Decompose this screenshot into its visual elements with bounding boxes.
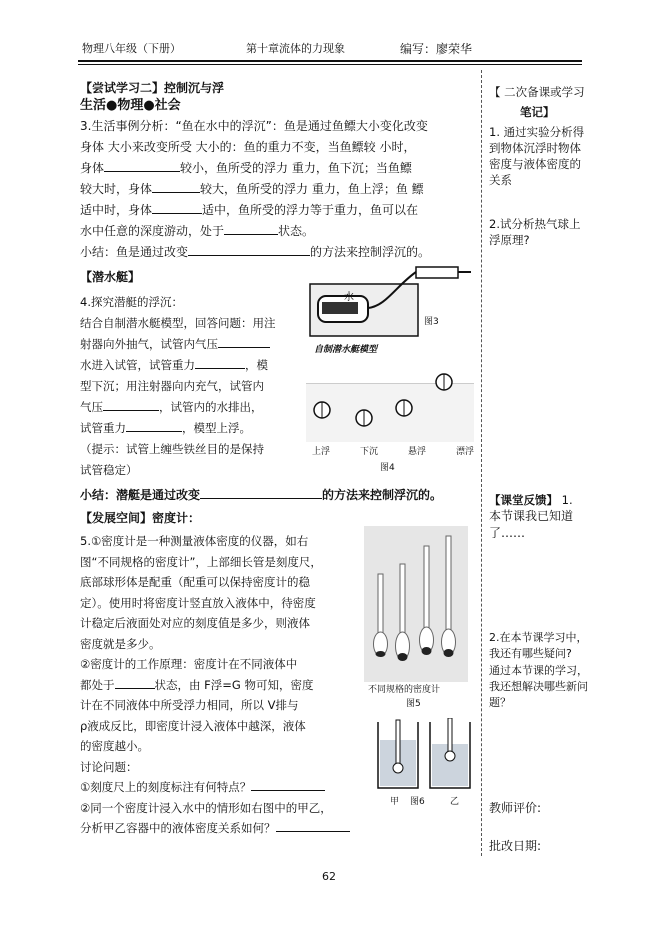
sidebar-date: 批改日期: [489, 839, 542, 853]
fig5-photo [364, 526, 468, 682]
sidebar-feedback-num: 1. [561, 493, 573, 507]
figure-3 [306, 266, 474, 358]
page-number: 62 [322, 870, 336, 883]
submarine-title: 【潜水艇】 [80, 270, 141, 284]
fig5-label: 图5 [406, 699, 421, 709]
header-grade: 物理八年级（下册） [82, 42, 181, 55]
sidebar-feedback-1: 本节课我已知道了…… [489, 509, 574, 540]
discuss-2b: 分析甲乙容器中的液体密度关系如何？ [80, 818, 475, 839]
column-divider [481, 70, 482, 856]
fig6-a: 甲 [390, 797, 400, 807]
q3-line6: 水中任意的深度游动，处于 状态。 [80, 221, 475, 242]
fig5-caption: 不同规格的密度计 [368, 685, 441, 695]
q3-line3: 身体 较小，鱼所受的浮力 重力，鱼下沉；当鱼鳔 [80, 158, 475, 179]
header-rule [78, 60, 582, 62]
sidebar-notes-title2: 笔记】 [520, 105, 555, 119]
q4-block: 4.探究潜艇的浮沉： 结合自制潜水艇模型，回答问题：用注 射器向外抽气，试管内气压 水进入试管，试管重力 ，模 型下沉；用注射器向内充气，试管内 气压 ，试管内的水排出， 试管重力 ，模型上浮。 （提示：试管上缠些铁丝目的是保持 试管稳定） [80, 295, 276, 477]
fig3-caption: 自制潜水艇模型 [314, 345, 378, 355]
sidebar-teacher-eval: 教师评价: [489, 801, 542, 815]
q4-summary: 小结：潜艇是通过改变 的方法来控制浮沉的。 [80, 485, 475, 506]
q3-line4: 较大时，身体 较大，鱼所受的浮力 重力，鱼上浮；鱼 鳔 [80, 179, 475, 200]
figure-4 [306, 362, 474, 472]
development-title: 【发展空间】密度计： [80, 511, 201, 525]
q5-block: 5.①密度计是一种测量液体密度的仪器，如右 图“不同规格的密度计”，上部细长管是刻度尺， 底部球形体是配重（配重可以保持密度计的稳 定）。使用时将密度计竖直放入液体中，待密度 计稳定后液面处对应的刻度值是多少，则液体 密度就是多少。 ②密度计的工作原理：密度计在不同液体中 都处于 状态，由 F浮=G 物可知，密度 计在不同液体中所受浮力相同，所以 V排与 ρ液成反比，即密度计浸入液体中越深，液体 的密度越小。 讨论问题： ①刻度尺上的刻度标注有何特点？ [80, 531, 356, 798]
header-rule-thin [78, 64, 582, 65]
q3-line5: 适中时，身体 适中，鱼所受的浮力等于重力，鱼可以在 [80, 200, 475, 221]
fig6-label: 图6 [410, 797, 425, 807]
fig6-b: 乙 [450, 797, 460, 807]
q3-summary: 小结：鱼是通过改变 的方法来控制浮沉的。 [80, 242, 475, 263]
q3-line1: 3.生活事例分析：“鱼在水中的浮沉”：鱼是通过鱼鳔大小变化改变 [80, 119, 428, 133]
fig3-label: 图3 [424, 317, 439, 327]
sidebar-note1: 1. 通过实验分析得到物体沉浮时物体密度与液体密度的关系 [489, 125, 585, 187]
q3-line2: 身体 大小来改变所受 大小的：鱼的重力不变，当鱼鳔较 小时， [80, 140, 416, 154]
sidebar-q2: 2.在本节课学习中，我还有哪些疑问? [489, 631, 588, 660]
figure-6 [370, 718, 474, 808]
sidebar-notes-title: 【 二次备课或学习 [489, 85, 585, 99]
fig4-label: 图4 [380, 463, 395, 473]
discuss-2a: ②同一个密度计浸入水中的情形如右图中的甲乙， [80, 800, 332, 815]
sidebar-note2: 2.试分析热气球上浮原理? [489, 217, 581, 247]
figure-5 [360, 520, 474, 709]
sidebar-feedback-title: 【课堂反馈】 [489, 493, 558, 507]
fig3-water: 水 [344, 292, 354, 303]
section2-title: 【尝试学习二】控制沉与浮 [80, 81, 225, 95]
header-editor: 编写：廖荣华 [400, 42, 473, 56]
header-chapter: 第十章流体的力现象 [246, 42, 345, 55]
fig4-states: 上浮 下沉 悬浮 漂浮 [312, 447, 474, 457]
section2-subtitle: 生活●物理●社会 [80, 98, 181, 113]
sidebar-q2b: 通过本节课的学习，我还想解决哪些新问题？ [489, 664, 588, 709]
